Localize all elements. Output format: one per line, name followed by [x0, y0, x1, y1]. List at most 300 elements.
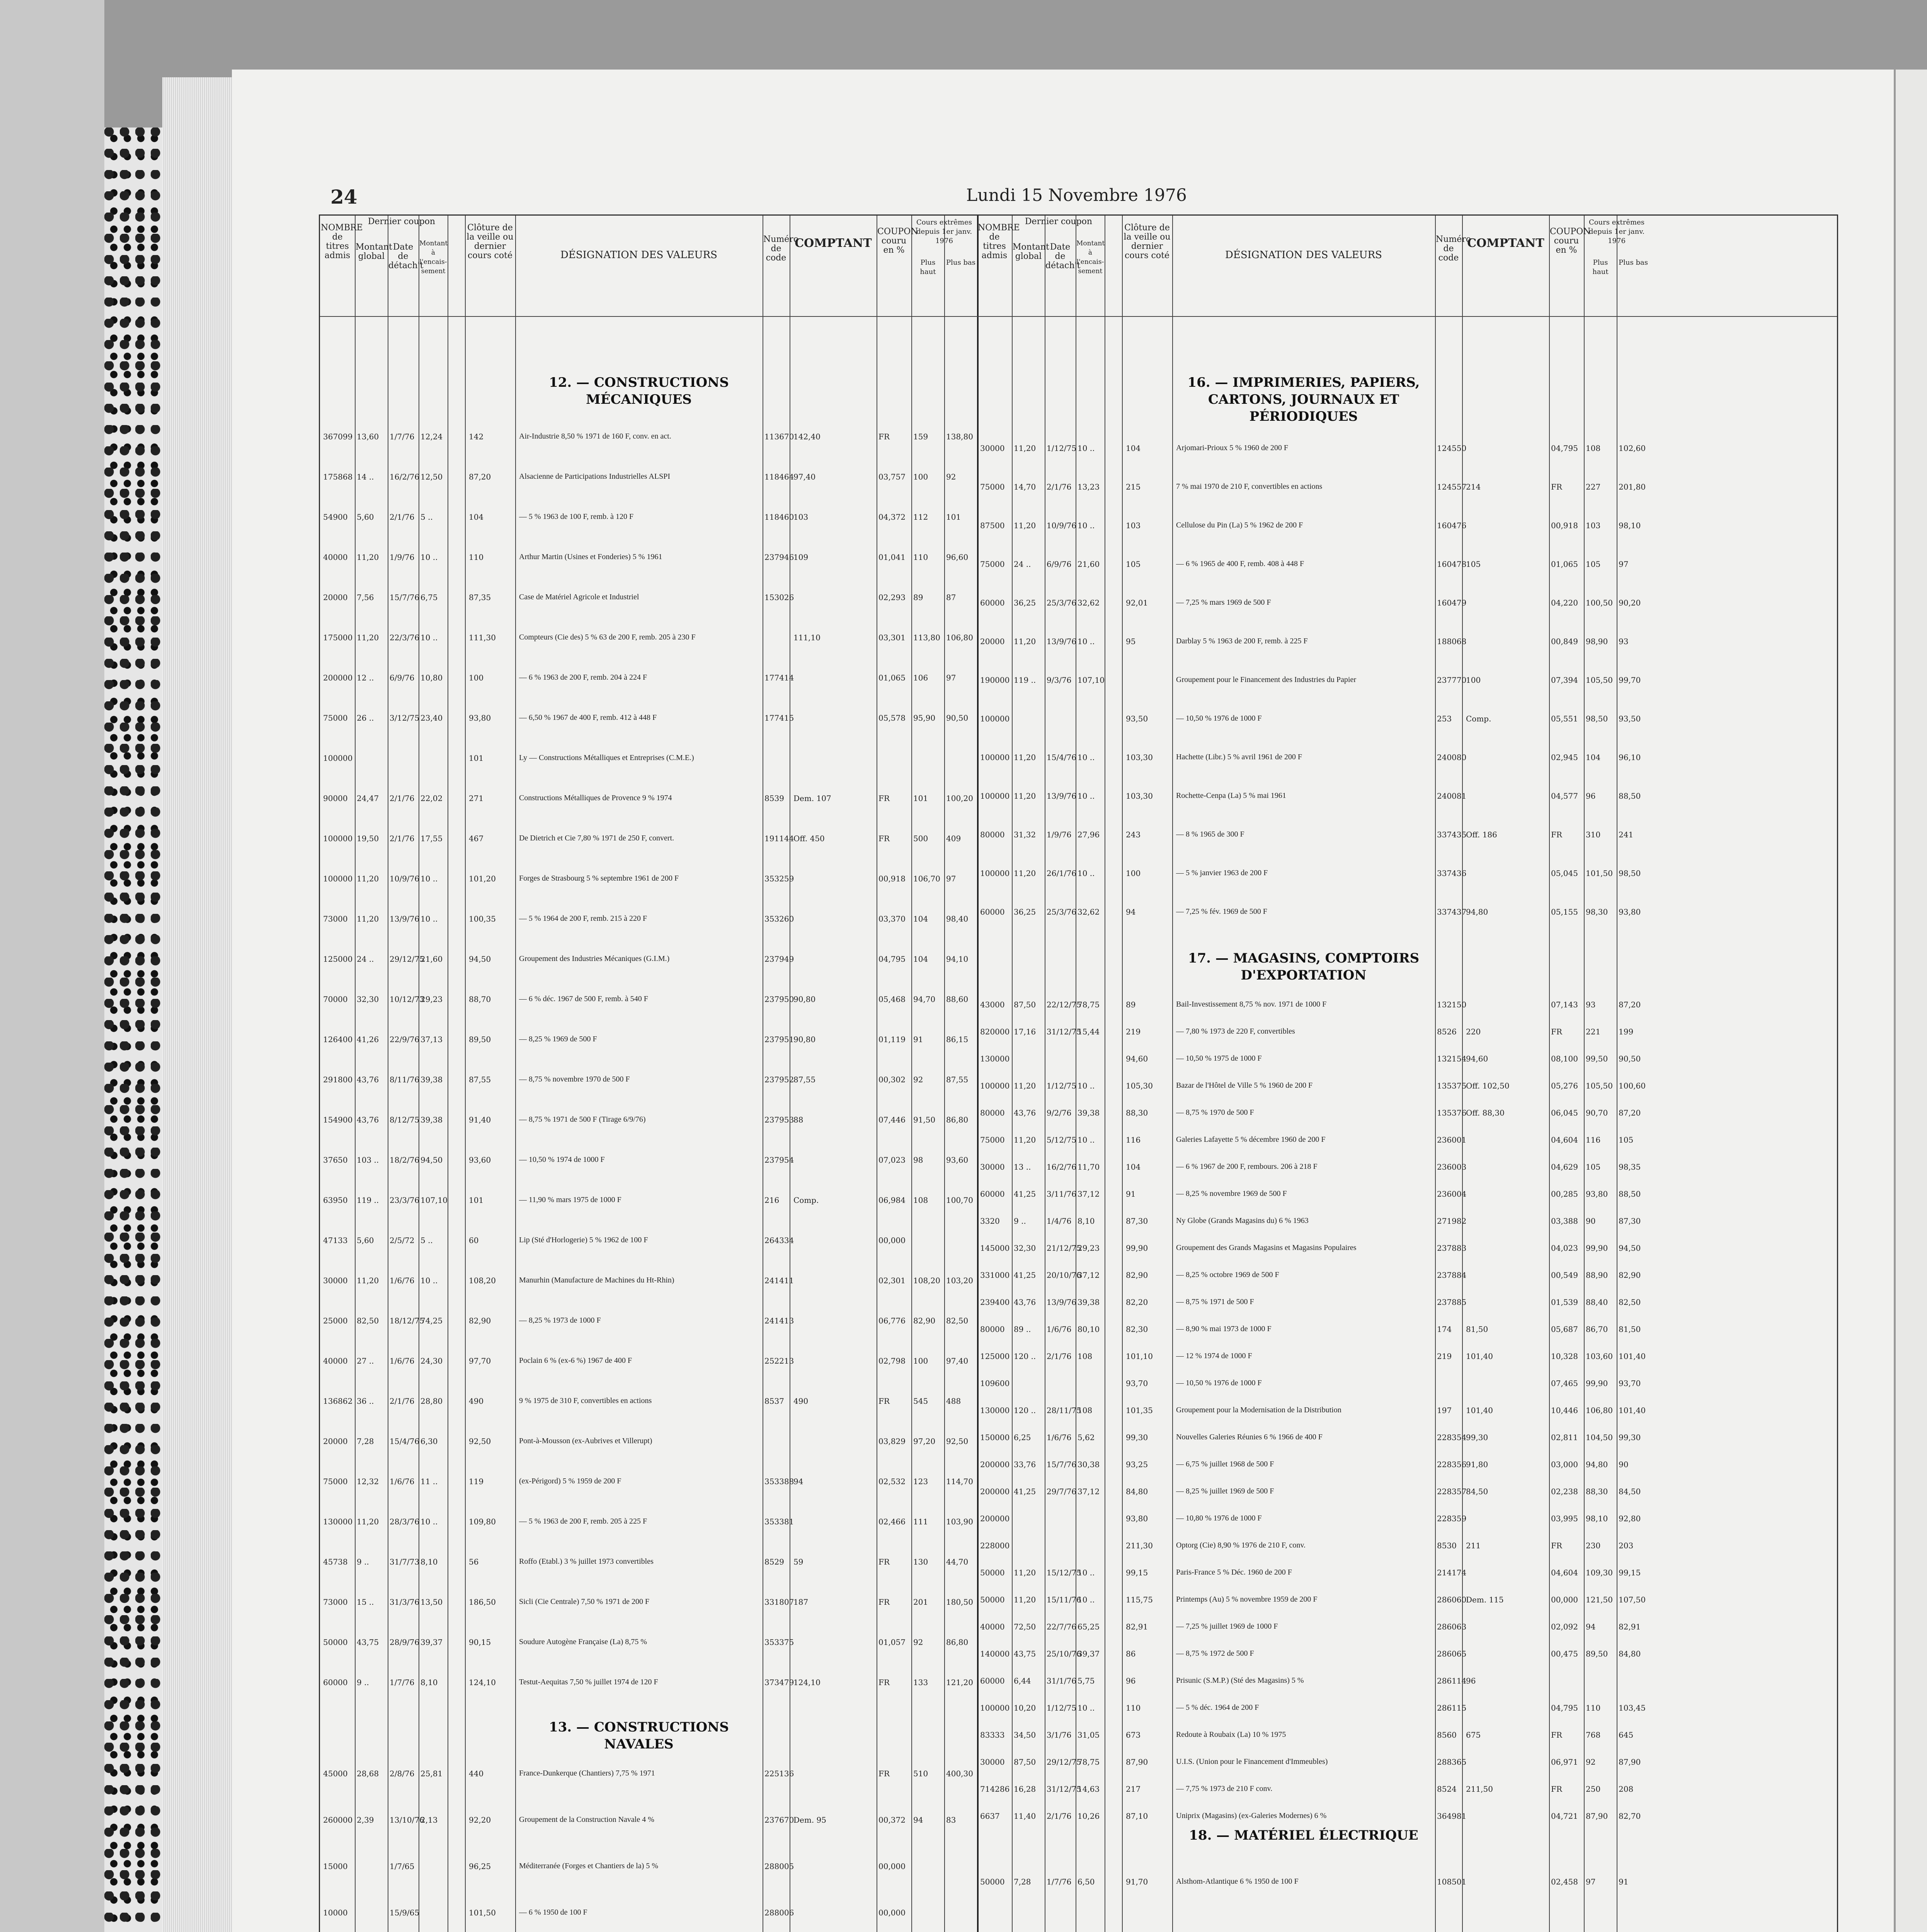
cell-cc: FR — [1551, 1541, 1562, 1550]
cell-code: 237946 — [764, 553, 794, 562]
cell-h: 227 — [1586, 482, 1601, 492]
cell-c: 101,50 — [469, 1908, 496, 1917]
cell-des: Soudure Autogène Française (La) 8,75 % — [519, 1638, 647, 1646]
cell-des: Pont-à-Mousson (ex-Aubrives et Villerupt) — [519, 1437, 652, 1445]
table-row — [320, 1000, 1837, 1013]
cell-f: 10 .. — [420, 553, 438, 562]
cell-des: Sicli (Cie Centrale) 7,50 % 1971 de 200 F — [519, 1597, 650, 1606]
table-row — [320, 1162, 1837, 1175]
cell-h: 221 — [1586, 1027, 1601, 1036]
cell-n: 100000 — [980, 753, 1010, 762]
cell-code: 132150 — [1437, 1000, 1467, 1009]
col-head-nombre: NOMBRE de titres admis — [978, 223, 1020, 260]
cell-h: 86,70 — [1586, 1325, 1608, 1334]
cell-f: 65,25 — [1078, 1622, 1100, 1631]
cell-b: 97 — [946, 874, 956, 883]
cell-b: 203 — [1619, 1541, 1634, 1550]
cell-c: 92,20 — [469, 1815, 491, 1825]
cell-h: 90 — [1586, 1216, 1596, 1226]
cell-n: 15000 — [323, 1862, 348, 1871]
cell-f: 108 — [1078, 1406, 1093, 1415]
cell-des: — 8,25 % octobre 1969 de 500 F — [1176, 1270, 1279, 1279]
cell-n: 291800 — [323, 1075, 353, 1084]
cell-b: 88,60 — [946, 995, 969, 1004]
cell-code: 286063 — [1437, 1622, 1467, 1631]
cell-d: 1/7/76 — [390, 1678, 415, 1687]
cell-cc: 04,604 — [1551, 1568, 1578, 1577]
cell-cc: 03,000 — [1551, 1460, 1578, 1469]
cell-h: 105 — [1586, 560, 1601, 569]
cell-code: 216 — [764, 1196, 780, 1205]
cell-c: 92,01 — [1126, 598, 1148, 607]
cell-b: 180,50 — [946, 1597, 973, 1607]
cell-cpt: 99,30 — [1466, 1433, 1488, 1442]
cell-c: 97,70 — [469, 1356, 491, 1366]
cell-f: 32,62 — [1078, 907, 1100, 917]
cell-code: 237770 — [1437, 675, 1467, 685]
cell-f: 27,96 — [1078, 830, 1100, 839]
cell-h: 108,20 — [913, 1276, 940, 1285]
cell-d: 15/4/76 — [390, 1437, 420, 1446]
cell-code: 108501 — [1437, 1877, 1467, 1886]
cell-d: 5/12/75 — [1047, 1135, 1077, 1145]
cell-c: 104 — [469, 512, 484, 522]
cell-h: 97,20 — [913, 1437, 936, 1446]
cell-c: 116 — [1126, 1135, 1141, 1145]
cell-m: 89 .. — [1014, 1325, 1031, 1334]
col-head-dernier-coupon: Dernier coupon — [1025, 217, 1093, 226]
cell-b: 93 — [1619, 637, 1629, 646]
table-row — [320, 521, 1837, 534]
cell-c: 56 — [469, 1557, 479, 1566]
cell-n: 367099 — [323, 432, 353, 441]
cell-code: 8539 — [764, 794, 784, 803]
cell-code: 124557 — [1437, 482, 1467, 492]
cell-code: 237951 — [764, 1035, 794, 1044]
cell-m: 5,60 — [357, 1236, 374, 1245]
cell-f: 12,50 — [420, 472, 443, 481]
cell-d: 22/12/75 — [1047, 1000, 1081, 1009]
cell-des: 7 % mai 1970 de 210 F, convertibles en actions — [1176, 482, 1323, 491]
table-row — [320, 1054, 1837, 1067]
cell-h: 104 — [913, 954, 928, 964]
cell-c: 93,80 — [1126, 1514, 1148, 1523]
cell-d: 25/10/76 — [1047, 1649, 1081, 1658]
cell-b: 101,40 — [1619, 1352, 1646, 1361]
cell-code: 241413 — [764, 1316, 794, 1325]
cell-m: 82,50 — [357, 1316, 379, 1325]
cell-d: 23/3/76 — [390, 1196, 420, 1205]
cell-cc: 01,119 — [878, 1035, 906, 1044]
cell-cpt: Off. 102,50 — [1466, 1081, 1510, 1090]
col-head-cours-extremes: Cours extrêmes depuis 1er janv. 1976 — [916, 218, 972, 245]
cell-code: 225136 — [764, 1769, 794, 1778]
cell-des: Testut-Aequitas 7,50 % juillet 1974 de 120 F — [519, 1678, 658, 1686]
cell-b: 93,60 — [946, 1155, 969, 1165]
cell-code: 177414 — [764, 673, 794, 682]
cell-cpt: 103 — [793, 512, 809, 522]
col-head-designation: DÉSIGNATION DES VALEURS — [560, 249, 717, 261]
header-rule — [320, 316, 1837, 317]
cell-h: 98,90 — [1586, 637, 1608, 646]
cell-b: 105 — [1619, 1135, 1634, 1145]
cell-des: Lip (Sté d'Horlogerie) 5 % 1962 de 100 F — [519, 1236, 648, 1244]
cell-m: 24 .. — [1014, 560, 1031, 569]
cell-cpt: 211,50 — [1466, 1784, 1493, 1794]
table-row — [320, 1568, 1837, 1581]
cell-n: 100000 — [980, 1081, 1010, 1090]
cell-cc: 05,687 — [1551, 1325, 1578, 1334]
cell-n: 100000 — [980, 1703, 1010, 1713]
cell-des: — 8 % 1965 de 300 F — [1176, 830, 1244, 838]
col-head-code: Numéro de code — [763, 235, 799, 263]
cell-h: 100 — [913, 472, 928, 481]
cell-b: 97 — [946, 673, 956, 682]
cell-n: 50000 — [980, 1877, 1005, 1886]
cell-d: 1/12/75 — [1047, 1703, 1077, 1713]
cell-cpt: 220 — [1466, 1027, 1481, 1036]
cell-des: — 5 % déc. 1964 de 200 F — [1176, 1703, 1259, 1712]
cell-m: 120 .. — [1014, 1352, 1036, 1361]
cell-m: 11,20 — [357, 553, 379, 562]
cell-h: 106,80 — [1586, 1406, 1613, 1415]
cell-n: 145000 — [980, 1243, 1010, 1253]
cell-n: 37650 — [323, 1155, 348, 1165]
cell-code: 8537 — [764, 1396, 784, 1406]
cell-d: 8/11/76 — [390, 1075, 420, 1084]
page-number: 24 — [330, 185, 357, 208]
cell-f: 28,80 — [420, 1396, 443, 1406]
cell-m: 87,50 — [1014, 1757, 1036, 1767]
cell-b: 87,20 — [1619, 1108, 1641, 1117]
cell-code: 264334 — [764, 1236, 794, 1245]
cell-cc: 04,023 — [1551, 1243, 1578, 1253]
table-row — [320, 1784, 1837, 1798]
cell-cc: 02,293 — [878, 593, 906, 602]
cell-des: Alsthom-Atlantique 6 % 1950 de 100 F — [1176, 1877, 1299, 1886]
cell-code: 237883 — [1437, 1243, 1467, 1253]
cell-c: 440 — [469, 1769, 484, 1778]
cell-d: 6/9/76 — [1047, 560, 1072, 569]
cell-des: — 8,75 % 1970 de 500 F — [1176, 1108, 1254, 1117]
table-row — [320, 830, 1837, 843]
cell-n: 43000 — [980, 1000, 1005, 1009]
cell-cc: 00,849 — [1551, 637, 1578, 646]
cell-d: 1/9/76 — [390, 553, 415, 562]
col-head-nombre: NOMBRE de titres admis — [321, 223, 363, 260]
cell-f: 10 .. — [1078, 521, 1095, 530]
cell-h: 103 — [1586, 521, 1601, 530]
cell-cc: 07,446 — [878, 1115, 906, 1124]
cell-n: 90000 — [323, 794, 348, 803]
cell-code: 8526 — [1437, 1027, 1457, 1036]
cell-code: 240080 — [1437, 753, 1467, 762]
cell-m: 28,68 — [357, 1769, 379, 1778]
cell-b: 94,10 — [946, 954, 969, 964]
cell-h: 106 — [913, 673, 928, 682]
cell-cc: 05,045 — [1551, 869, 1578, 878]
cell-cpt: 211 — [1466, 1541, 1481, 1550]
cell-m: 41,25 — [1014, 1270, 1036, 1280]
cell-n: 30000 — [980, 1162, 1005, 1172]
cell-f: 37,12 — [1078, 1189, 1100, 1199]
cell-b: 103,90 — [946, 1517, 973, 1526]
cell-cpt: Off. 186 — [1466, 830, 1497, 839]
cell-des: — 10,80 % 1976 de 1000 F — [1176, 1514, 1262, 1522]
cell-h: 105,50 — [1586, 1081, 1613, 1090]
cell-f: 8,10 — [420, 1678, 438, 1687]
table-row — [320, 1460, 1837, 1473]
cell-h: 130 — [913, 1557, 928, 1566]
cell-cc: 02,238 — [1551, 1487, 1578, 1496]
cell-des: Prisunic (S.M.P.) (Sté des Magasins) 5 % — [1176, 1676, 1304, 1685]
cell-code: 8530 — [1437, 1541, 1457, 1550]
cell-c: 215 — [1126, 482, 1141, 492]
cell-b: 87,90 — [1619, 1757, 1641, 1767]
cell-m: 27 .. — [357, 1356, 374, 1366]
table-row — [320, 954, 1837, 968]
cell-des: — 6,75 % juillet 1968 de 500 F — [1176, 1460, 1274, 1468]
cell-h: 500 — [913, 834, 928, 843]
cell-code: 236004 — [1437, 1189, 1467, 1199]
cell-c: 92,50 — [469, 1437, 491, 1446]
cell-f: 8,10 — [1078, 1216, 1095, 1226]
cell-des: Groupement pour la Modernisation de la Distribution — [1176, 1406, 1341, 1414]
cell-cpt: 97,40 — [793, 472, 816, 481]
table-row — [320, 907, 1837, 920]
cell-m: 15 .. — [357, 1597, 374, 1607]
cell-f: 5 .. — [420, 512, 433, 522]
cell-cc: 00,000 — [1551, 1595, 1578, 1604]
cell-n: 154900 — [323, 1115, 353, 1124]
cell-des: Groupement des Industries Mécaniques (G.I.M.) — [519, 954, 670, 963]
cell-h: 92 — [913, 1075, 923, 1084]
cell-m: 43,76 — [357, 1115, 379, 1124]
table-row — [320, 1676, 1837, 1689]
cell-des: — 8,75 % 1971 de 500 F — [1176, 1298, 1254, 1306]
cell-cc: FR — [878, 1597, 890, 1607]
cell-h: 91,50 — [913, 1115, 936, 1124]
cell-n: 25000 — [323, 1316, 348, 1325]
table-row — [320, 1811, 1837, 1825]
col-head-date: Date de détach't — [388, 242, 424, 270]
cell-n: 54900 — [323, 512, 348, 522]
cell-c: 96,25 — [469, 1862, 491, 1871]
cell-f: 39,38 — [420, 1075, 443, 1084]
cell-d: 13/10/76 — [390, 1815, 424, 1825]
cell-m: 26 .. — [357, 713, 374, 723]
cell-n: 200000 — [980, 1487, 1010, 1496]
cell-c: 271 — [469, 794, 484, 803]
cell-f: 13,23 — [1078, 482, 1100, 492]
cell-code: 228354 — [1437, 1433, 1467, 1442]
cell-c: 93,80 — [469, 713, 491, 723]
cell-d: 10/9/76 — [390, 874, 420, 883]
cell-m: 103 .. — [357, 1155, 379, 1165]
col-head-plus-haut: Plus haut — [920, 259, 936, 276]
cell-m: 119 .. — [1014, 675, 1036, 685]
cell-cc: 04,604 — [1551, 1135, 1578, 1145]
cell-n: 125000 — [323, 954, 353, 964]
cell-code: 237954 — [764, 1155, 794, 1165]
cell-c: 219 — [1126, 1027, 1141, 1036]
cell-d: 2/1/76 — [1047, 482, 1072, 492]
cell-code: 135376 — [1437, 1108, 1467, 1117]
cell-code: 160478 — [1437, 560, 1467, 569]
col-head-code: Numéro de code — [1436, 235, 1471, 263]
cell-m: 11,20 — [1014, 791, 1036, 801]
cell-d: 29/12/75 — [390, 954, 424, 964]
cell-cc: 05,468 — [878, 995, 906, 1004]
cell-b: 101 — [946, 512, 961, 522]
cell-cpt: 100 — [1466, 675, 1481, 685]
cell-d: 15/7/76 — [1047, 1460, 1077, 1469]
cell-d: 10/12/73 — [390, 995, 424, 1004]
cell-h: 82,90 — [913, 1316, 936, 1325]
cell-cc: 02,798 — [878, 1356, 906, 1366]
cell-cc: 00,000 — [878, 1862, 906, 1871]
cell-n: 130000 — [323, 1517, 353, 1526]
col-head-coupon-couru: COUPON couru en % — [1550, 227, 1591, 255]
cell-code: 174 — [1437, 1325, 1452, 1334]
cell-c: 82,91 — [1126, 1622, 1148, 1631]
cell-b: 93,50 — [1619, 714, 1641, 723]
cell-des: Darblay 5 % 1963 de 200 F, remb. à 225 F — [1176, 637, 1308, 645]
table-row — [320, 1541, 1837, 1554]
cell-c: 100,35 — [469, 914, 496, 923]
cell-cc: 05,155 — [1551, 907, 1578, 917]
cell-m: 11,20 — [357, 1276, 379, 1285]
cell-cc: 00,918 — [1551, 521, 1578, 530]
cell-m: 13,60 — [357, 432, 379, 441]
cell-m: 5,60 — [357, 512, 374, 522]
cell-des: — 6 % 1950 de 100 F — [519, 1908, 587, 1917]
cell-des: — 6,50 % 1967 de 400 F, remb. 412 à 448 F — [519, 713, 657, 722]
cell-h: 98,30 — [1586, 907, 1608, 917]
cell-code: 237885 — [1437, 1298, 1467, 1307]
cell-code: 214174 — [1437, 1568, 1467, 1577]
cell-n: 100000 — [980, 869, 1010, 878]
col-head-plus-haut: Plus haut — [1592, 259, 1609, 276]
facing-page-edge — [1896, 70, 1927, 1932]
cell-cc: 00,302 — [878, 1075, 906, 1084]
cell-c: 99,15 — [1126, 1568, 1148, 1577]
cell-des: Constructions Métalliques de Provence 9 % 1974 — [519, 794, 672, 802]
cell-code: 288005 — [764, 1862, 794, 1871]
cell-c: 111,30 — [469, 633, 496, 642]
cell-cc: FR — [878, 1396, 890, 1406]
cell-cpt: 91,80 — [1466, 1460, 1488, 1469]
cell-h: 121,50 — [1586, 1595, 1613, 1604]
cell-des: — 7,25 % fév. 1969 de 500 F — [1176, 907, 1267, 916]
cell-cpt: 109 — [793, 553, 809, 562]
cell-d: 25/3/76 — [1047, 598, 1077, 607]
cell-m: 11,20 — [1014, 1568, 1036, 1577]
cell-d: 22/7/76 — [1047, 1622, 1077, 1631]
cell-b: 87 — [946, 593, 956, 602]
cell-c: 87,20 — [469, 472, 491, 481]
cell-d: 15/11/76 — [1047, 1595, 1081, 1604]
cell-cc: 00,285 — [1551, 1189, 1578, 1199]
cell-c: 110 — [1126, 1703, 1141, 1713]
cell-m: 11,20 — [1014, 869, 1036, 878]
cell-cc: 04,220 — [1551, 598, 1578, 607]
cell-d: 15/12/75 — [1047, 1568, 1081, 1577]
cell-b: 86,80 — [946, 1115, 969, 1124]
cell-d: 1/12/75 — [1047, 444, 1077, 453]
cell-h: 103,60 — [1586, 1352, 1613, 1361]
cell-code: 118460 — [764, 512, 794, 522]
cell-cc: 03,370 — [878, 914, 906, 923]
cell-n: 60000 — [980, 1189, 1005, 1199]
cell-cc: 04,795 — [1551, 444, 1578, 453]
table-row — [320, 1595, 1837, 1608]
cell-b: 138,80 — [946, 432, 973, 441]
cell-f: 108 — [1078, 1352, 1093, 1361]
cell-h: 88,30 — [1586, 1487, 1608, 1496]
col-head-designation: DÉSIGNATION DES VALEURS — [1225, 249, 1382, 261]
table-row — [320, 1908, 1837, 1921]
cell-cc: 02,532 — [878, 1477, 906, 1486]
cell-c: 211,30 — [1126, 1541, 1153, 1550]
cell-c: 84,80 — [1126, 1487, 1148, 1496]
cell-n: 80000 — [980, 830, 1005, 839]
table-row — [320, 432, 1837, 445]
col-head-cloture: Clôture de la veille ou dernier cours coté — [466, 223, 514, 260]
cell-des: Bazar de l'Hôtel de Ville 5 % 1960 de 200 F — [1176, 1081, 1313, 1090]
cell-cpt: 490 — [793, 1396, 809, 1406]
cell-des: — 8,25 % juillet 1969 de 500 F — [1176, 1487, 1274, 1495]
cell-h: 104 — [1586, 753, 1601, 762]
cell-d: 18/2/76 — [390, 1155, 420, 1165]
cell-f: 12,24 — [420, 432, 443, 441]
cell-b: 92,80 — [1619, 1514, 1641, 1523]
table-row — [320, 1108, 1837, 1121]
cell-n: 20000 — [323, 1437, 348, 1446]
cell-code: 177415 — [764, 713, 794, 723]
cell-cpt: 111,10 — [793, 633, 821, 642]
cell-n: 60000 — [980, 907, 1005, 917]
cell-cc: 04,629 — [1551, 1162, 1578, 1172]
cell-f: 10 .. — [420, 633, 438, 642]
cell-b: 86,15 — [946, 1035, 969, 1044]
cell-des: Compteurs (Cie des) 5 % 63 de 200 F, remb. 205 à 230 F — [519, 633, 696, 641]
cell-h: 98,50 — [1586, 714, 1608, 723]
cell-des: — 8,75 % novembre 1970 de 500 F — [519, 1075, 630, 1083]
cell-c: 119 — [469, 1477, 484, 1486]
cell-c: 467 — [469, 834, 484, 843]
cell-code: 337437 — [1437, 907, 1467, 917]
cell-n: 75000 — [323, 1477, 348, 1486]
cell-b: 97 — [1619, 560, 1629, 569]
cell-f: 15,44 — [1078, 1027, 1100, 1036]
cell-c: 100 — [1126, 869, 1141, 878]
cell-h: 97 — [1586, 1877, 1596, 1886]
cell-code: 228359 — [1437, 1514, 1467, 1523]
cell-m: 14,70 — [1014, 482, 1036, 492]
cell-cc: 02,811 — [1551, 1433, 1578, 1442]
cell-cc: 01,539 — [1551, 1298, 1578, 1307]
cell-code: 237884 — [1437, 1270, 1467, 1280]
cell-des: Hachette (Libr.) 5 % avril 1961 de 200 F — [1176, 753, 1302, 761]
cell-des: Optorg (Cie) 8,90 % 1976 de 210 F, conv. — [1176, 1541, 1306, 1549]
cell-c: 101 — [469, 1196, 484, 1205]
cell-des: — 8,90 % mai 1973 de 1000 F — [1176, 1325, 1272, 1333]
cell-cc: 01,065 — [878, 673, 906, 682]
cell-f: 14,63 — [1078, 1784, 1100, 1794]
cell-des: — 8,75 % 1972 de 500 F — [1176, 1649, 1254, 1658]
cell-code: 237952 — [764, 1075, 794, 1084]
